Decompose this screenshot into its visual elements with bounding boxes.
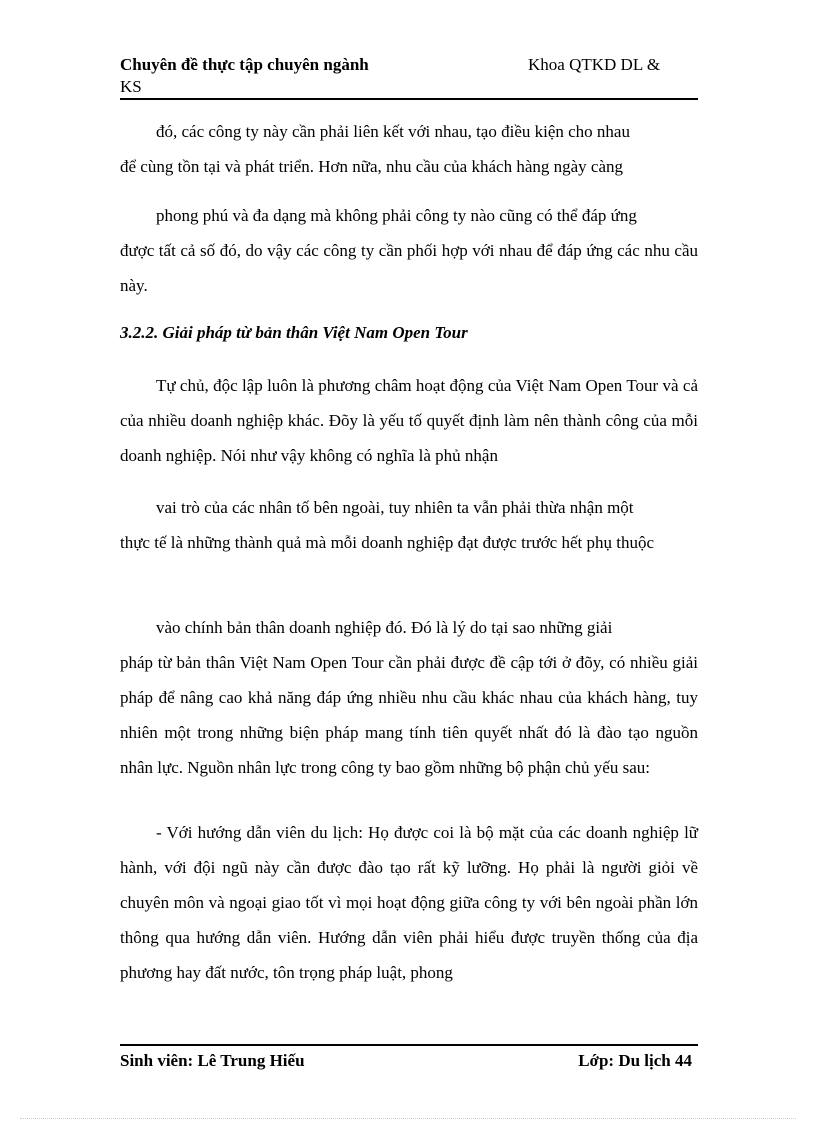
- paragraph-4: [120, 490, 698, 560]
- paragraph-2-first-line: phong phú và đa dạng mà không phải công ty nào cũng có thể đáp ứng: [156, 206, 637, 225]
- paragraph-5-rest: pháp từ bản thân Việt Nam Open Tour cần phải được đề cập tới ở đõy, có nhiều giải pháp để nâng cao khả năng đáp ứng nhiều nhu cầu khác nhau của khách hàng, tuy nhiên một trong những biện pháp mang tính tiên quyết nhất đó là đào tạo nguồn nhân lực. Nguồn nhân lực trong công ty bao gồm những bộ phận chủ yếu sau:: [120, 653, 698, 777]
- page-edge-divider: [20, 1118, 796, 1119]
- paragraph-2: [120, 198, 698, 303]
- department-label-continued: KS: [120, 77, 142, 96]
- paragraph-1-first-line: đó, các công ty này cần phải liên kết với nhau, tạo điều kiện cho nhau: [156, 122, 630, 141]
- class-label: Lớp: Du lịch 44: [578, 1051, 692, 1070]
- paragraph-5-first-line: vào chính bản thân doanh nghiệp đó. Đó là lý do tại sao những giải: [156, 618, 613, 637]
- section-heading: 3.2.2. Giải pháp từ bản thân Việt Nam Open Tour: [120, 323, 468, 342]
- department-label: Khoa QTKD DL &: [528, 55, 661, 74]
- paragraph-1-rest: để cùng tồn tại và phát triển. Hơn nữa, nhu cầu của khách hàng ngày càng: [120, 157, 624, 176]
- paragraph-4-first-line: vai trò của các nhân tố bên ngoài, tuy nhiên ta vẫn phải thừa nhận một: [156, 498, 634, 517]
- paragraph-3: Tự chủ, độc lập luôn là phương châm hoạt động của Việt Nam Open Tour và cả của nhiều doanh nghiệp khác. Đõy là yếu tố quyết định làm nên thành công của mỗi doanh nghiệp. Nói như vậy không có nghĩa là phủ nhận: [120, 376, 698, 465]
- paragraph-4-rest: thực tế là những thành quả mà mỗi doanh nghiệp đạt được trước hết phụ thuộc: [120, 533, 655, 552]
- paragraph-6: - Với hướng dẫn viên du lịch: Họ được coi là bộ mặt của các doanh nghiệp lữ hành, với đội ngũ này cần được đào tạo rất kỹ lưỡng. Họ phải là người giỏi về chuyên môn và ngoại giao tốt vì mọi hoạt động giữa công ty với bên ngoài phần lớn thông qua hướng dẫn viên. Hướng dẫn viên phải hiểu được truyền thống của địa phương hay đất nước, tôn trọng pháp luật, phong: [120, 823, 698, 982]
- footer-rule: [120, 1044, 698, 1046]
- student-name: Sinh viên: Lê Trung Hiếu: [120, 1051, 305, 1070]
- header-rule: [120, 98, 698, 100]
- paragraph-5: [120, 610, 698, 785]
- document-title: Chuyên đề thực tập chuyên ngành: [120, 55, 369, 74]
- paragraph-1: [120, 114, 698, 184]
- paragraph-2-rest: được tất cả số đó, do vậy các công ty cần phối hợp với nhau để đáp ứng các nhu cầu này.: [120, 241, 698, 295]
